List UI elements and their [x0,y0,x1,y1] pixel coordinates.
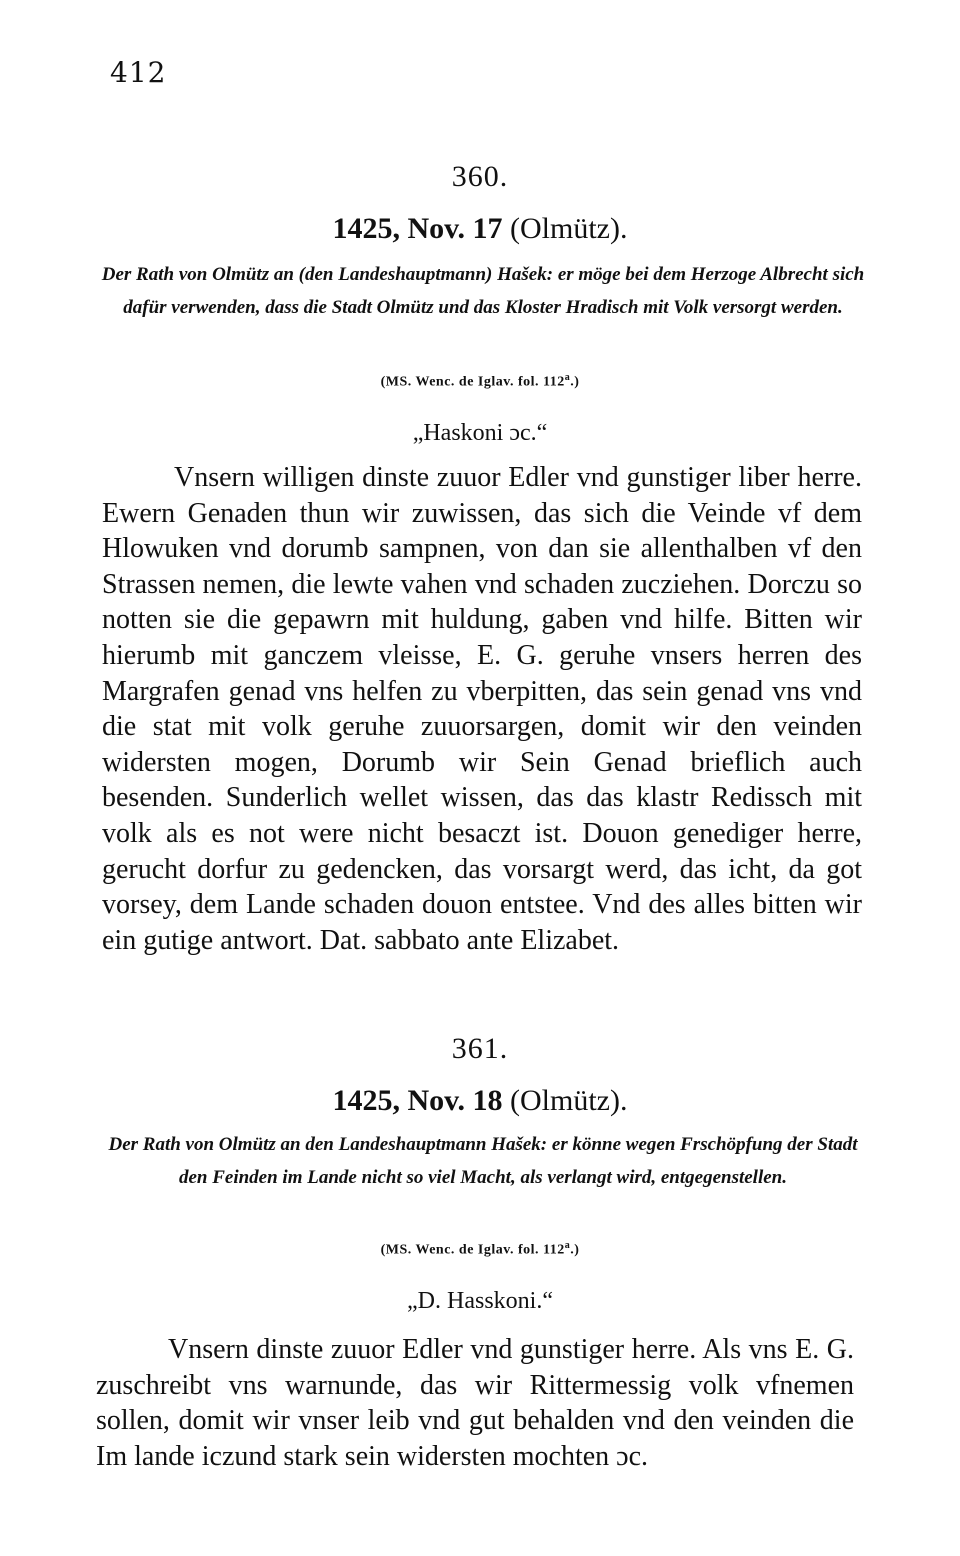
source-text: (MS. Wenc. de Iglav. fol. 112 [380,1242,565,1258]
letter-body: Vnsern willigen dinste zuuor Edler vnd gunstiger liber herre. Ewern Genaden thun wir zuwissen, das sich die Veinde vf dem Hlowuken vnd dorumb sampnen, von dan sie allenthalben vf den Strassen nemen, die lewte vahen vnd schaden zucziehen. Dorczu so notten sie die gepawrn mit huldung, gaben vnd hilfe. Bitten wir hierumb mit ganczem vleisse, E. G. geruhe vnsers herren des Margrafen genad vns helfen zu vberpitten, das sein genad vns vnd die stat mit volk geruhe zuuorsargen, domit wir den veinden widersten mogen, Dorumb wir Sein Genad brieflich auch besenden. Sunderlich wellet wissen, das das klastr Redissch mit volk als es not were nicht besaczt ist. Douon genediger herre, gerucht dorfur zu gedencken, das vorsargt werd, das icht, da got vorsey, dem Lande schaden douon entstee. Vnd des alles bitten wir ein gutige antwort. Dat. sabbato ante Elizabet. [102,462,862,956]
letter-address: „Haskoni ɔc.“ [412,420,548,446]
source-superscript: a [564,372,571,383]
source-reference [0,1240,960,1259]
document-summary: Der Rath von Olmütz an den Landeshauptmann Hašek: er könne wegen Frschöpfung der Stadt den Feinden im Lande nicht so viel Macht, als verlangt wird, entgegenstellen. [108,1134,858,1188]
source-reference [0,372,960,391]
letter-address: „D. Hasskoni.“ [407,1288,553,1314]
source-superscript: a [564,1240,571,1251]
document-date [0,1084,960,1118]
document-date [0,212,960,246]
document-number: 361. [451,1032,509,1065]
document-summary: Der Rath von Olmütz an (den Landeshauptmann) Hašek: er möge bei dem Herzoge Albrecht sich dafür verwenden, dass die Stadt Olmütz und das Kloster Hradisch mit Volk versorgt werden. [101,264,865,318]
date-text: 1425, Nov. 18 [332,1084,503,1117]
source-text: (MS. Wenc. de Iglav. fol. 112 [380,374,565,390]
source-close: .) [570,374,580,390]
source-close: .) [570,1242,580,1258]
page-number: 412 [110,56,167,89]
date-text: 1425, Nov. 17 [332,212,503,245]
letter-body: Vnsern dinste zuuor Edler vnd gunstiger herre. Als vns E. G. zuschreibt vns warnunde, das wir Rittermessig volk vfnemen sollen, domit wir vnser leib vnd gut behalden vnd den veinden die Im lande iczund stark sein widersten mochten ɔc. [96,1334,854,1473]
document-number: 360. [451,160,509,193]
place-text: (Olmütz). [510,1084,628,1117]
place-text: (Olmütz). [510,212,628,245]
